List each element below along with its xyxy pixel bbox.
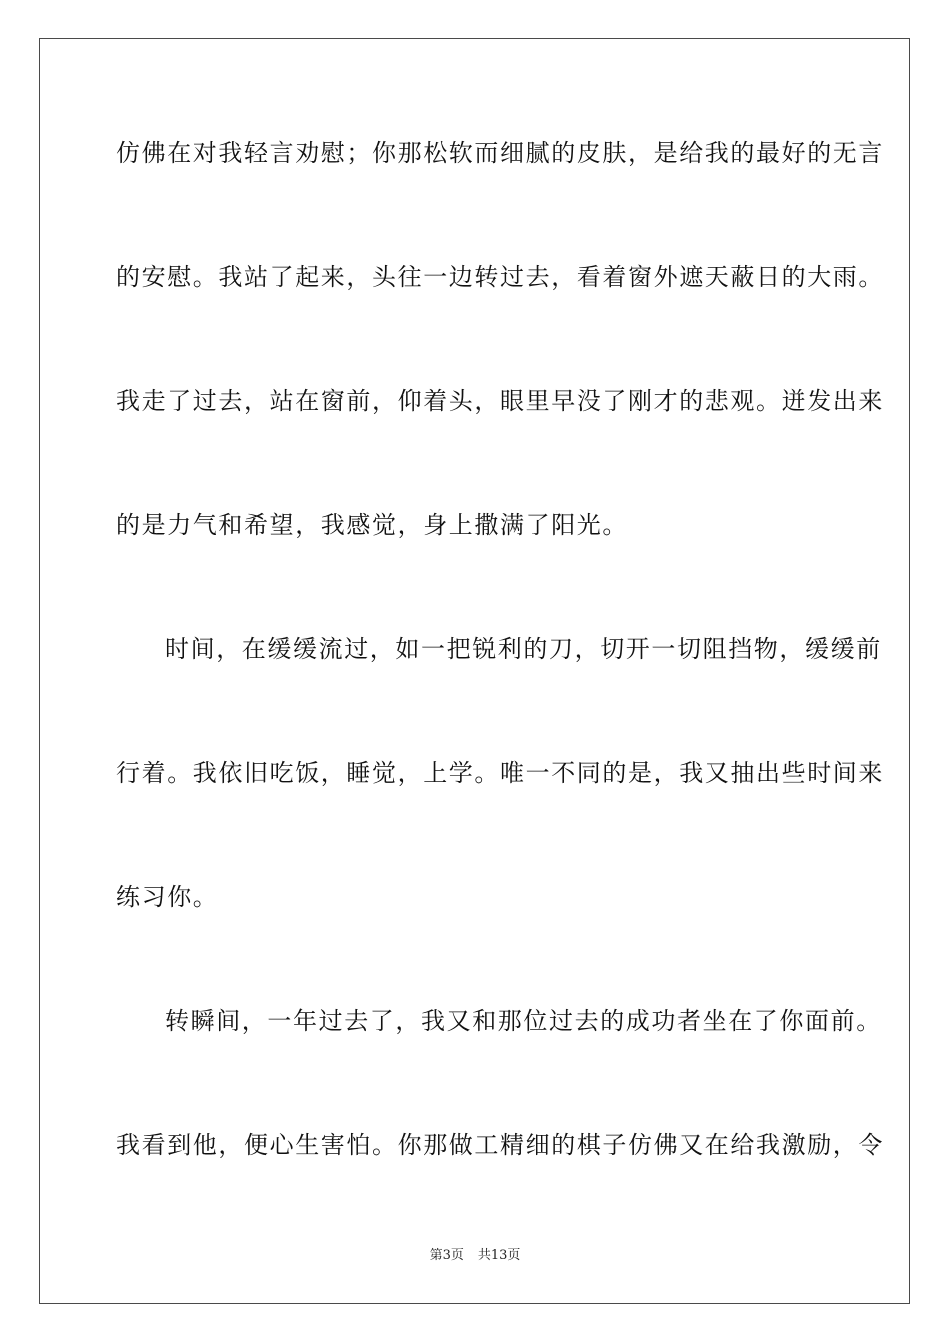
text-line: 仿佛在对我轻言劝慰；你那松软而细腻的皮肤，是给我的最好的无言	[116, 139, 884, 167]
paragraph-first-line: 时间，在缓缓流过，如一把锐利的刀，切开一切阻挡物，缓缓前	[165, 635, 882, 663]
text-line: 的安慰。我站了起来，头往一边转过去，看着窗外遮天蔽日的大雨。	[116, 263, 884, 291]
text-line: 我看到他，便心生害怕。你那做工精细的棋子仿佛又在给我激励，令	[116, 1131, 884, 1159]
page-footer	[0, 1247, 950, 1265]
page-total: 共13页	[477, 1248, 521, 1263]
text-line: 我走了过去，站在窗前，仰着头，眼里早没了刚才的悲观。迸发出来	[116, 387, 884, 415]
paragraph-first-line: 转瞬间，一年过去了，我又和那位过去的成功者坐在了你面前。	[165, 1007, 882, 1035]
text-line: 的是力气和希望，我感觉，身上撒满了阳光。	[116, 511, 628, 539]
text-line: 行着。我依旧吃饭，睡觉，上学。唯一不同的是，我又抽出些时间来	[116, 759, 884, 787]
page-border	[39, 38, 910, 1304]
page-number: 第3页	[429, 1248, 464, 1263]
text-line: 练习你。	[116, 883, 219, 911]
